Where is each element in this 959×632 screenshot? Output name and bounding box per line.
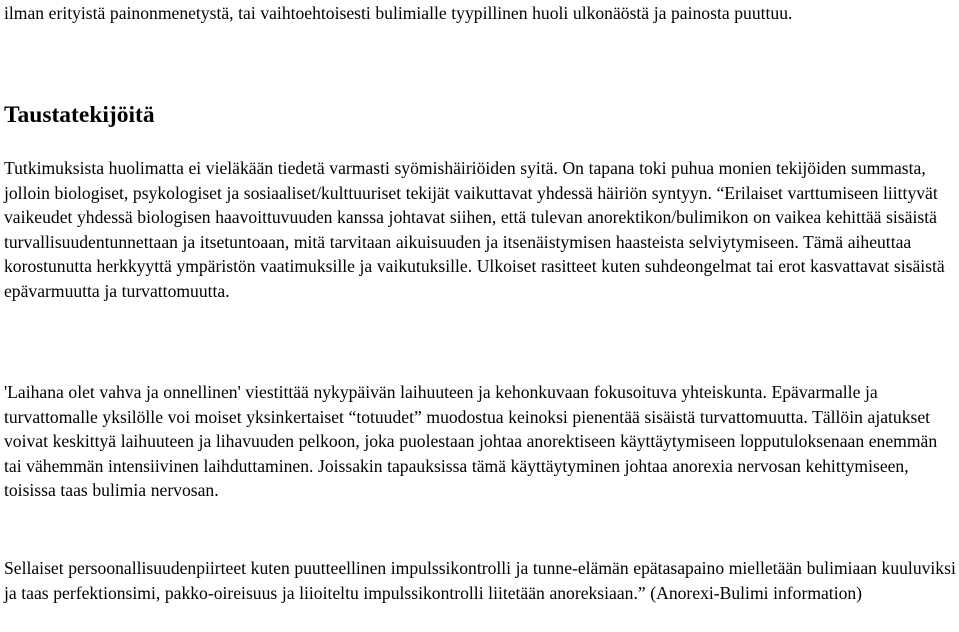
traits-paragraph: Sellaiset persoonallisuudenpiirteet kuten puutteellinen impulssikontrolli ja tunne-elämän epätasapaino mielletään bulimiaan kuuluviksi ja taas perfektionsimi, pakko-oireisuus ja liioiteltu impulssikontrolli liitetään anoreksiaan.” (Anorexi-Bulimi information) bbox=[4, 558, 956, 603]
quote-paragraph: 'Laihana olet vahva ja onnellinen' viestittää nykypäivän laihuuteen ja kehonkuvaan fokusoituva yhteiskunta. Epävarmalle ja turvattomalle yksilölle voi moiset yksinkertaiset “totuudet” muodostua keinoksi pienentää sisäistä turvattomuutta. Tällöin ajatukset voivat keskittyä laihuuteen ja lihavuuden pelkoon, joka puolestaan johtaa anorektiseen käyttäytymiseen lopputuloksenaan enemmän tai vähemmän intensiivinen laihduttaminen. Joissakin tapauksissa tämä käyttäytyminen johtaa anorexia nervosan kehittymiseen, toisissa taas bulimia nervosan. bbox=[4, 382, 938, 500]
intro-paragraph: ilman erityistä painonmenetystä, tai vaihtoehtoisesti bulimialle tyypillinen huoli ulkonäöstä ja painosta puuttuu. bbox=[4, 3, 793, 23]
section-heading: Taustatekijöitä bbox=[4, 102, 155, 128]
causes-paragraph: Tutkimuksista huolimatta ei vieläkään tiedetä varmasti syömishäiriöiden syitä. On tapana toki puhua monien tekijöiden summasta, jolloin biologiset, psykologiset ja sosiaaliset/kulttuuriset tekijät vaikuttavat yhdessä häiriön syntyyn. “Erilaiset varttumiseen liittyvät vaikeudet yhdessä biologisen haavoittuvuuden kanssa johtavat siihen, että tulevan anorektikon/bulimikon on vaikea kehittää sisäistä turvallisuudentunnettaan ja itsetuntoaan, mitä tarvitaan aikuisuuden ja itsenäistymisen haasteista selviytymiseen. Tämä aiheuttaa korostunutta herkkyyttä ympäristön vaatimuksille ja vaikutuksille. Ulkoiset rasitteet kuten suhdeongelmat tai erot kasvattavat sisäistä epävarmuutta ja turvattomuutta. bbox=[4, 158, 945, 301]
